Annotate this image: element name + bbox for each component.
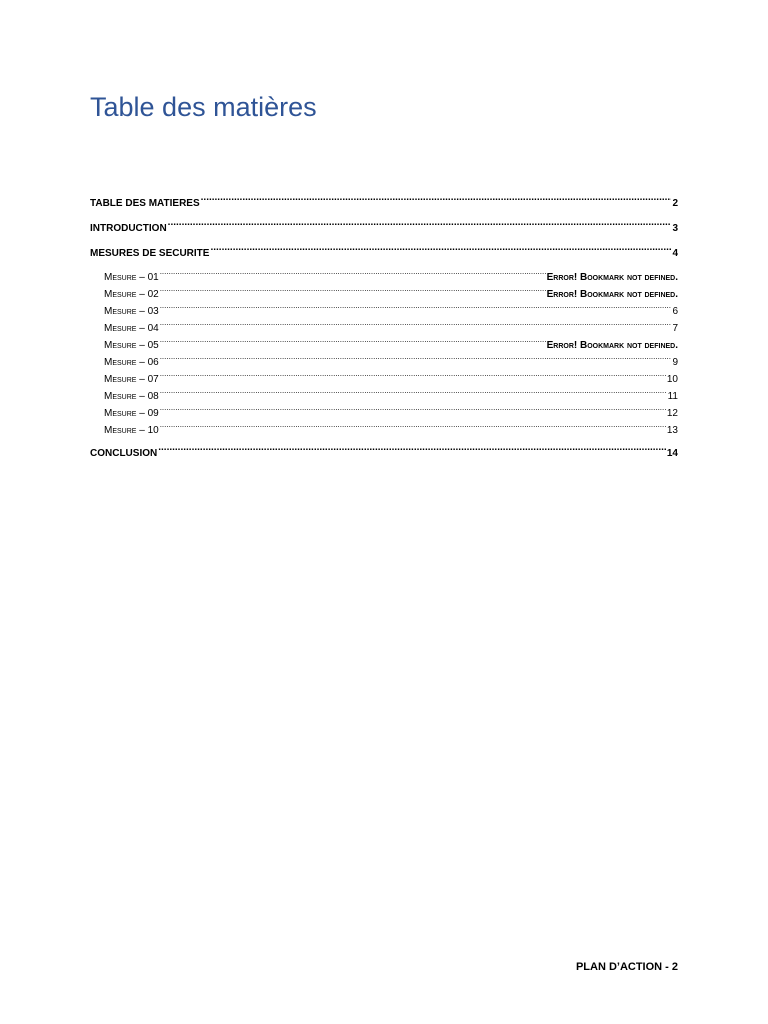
toc-subentry-mesure-05[interactable]: [90, 331, 678, 348]
toc-page-number: 11: [667, 391, 678, 399]
toc-page-number: 4: [672, 248, 678, 256]
toc-page-number: 3: [672, 223, 678, 231]
toc-dot-leader: [160, 263, 546, 280]
toc-subentry-label: Mesure – 05: [104, 340, 159, 348]
toc-bookmark-error: Error! Bookmark not defined.: [546, 289, 678, 297]
toc-dot-leader: [201, 190, 672, 206]
toc-bookmark-error: Error! Bookmark not defined.: [546, 272, 678, 280]
toc-dot-leader: [160, 399, 666, 416]
toc-page-number: 10: [666, 374, 678, 382]
toc-dot-leader: [160, 280, 546, 297]
toc-dot-leader: [160, 331, 546, 348]
toc-subentry-mesure-04[interactable]: [90, 314, 678, 331]
toc-subentry-label: Mesure – 02: [104, 289, 159, 297]
toc-dot-leader: [168, 215, 672, 231]
toc-entry-mesures-de-securite[interactable]: [90, 240, 678, 256]
toc-page-number: 6: [672, 306, 678, 314]
toc-entry-label: TABLE DES MATIERES: [90, 198, 200, 206]
toc-entry-introduction[interactable]: [90, 215, 678, 231]
toc-page-number: 14: [666, 448, 678, 456]
toc-entry-label: MESURES DE SECURITE: [90, 248, 210, 256]
toc-entry-label: CONCLUSION: [90, 448, 158, 456]
toc-subentry-label: Mesure – 08: [104, 391, 159, 399]
page-footer: PLAN D’ACTION - 2: [575, 961, 678, 973]
toc-page-number: 2: [672, 198, 678, 206]
table-of-contents: [90, 190, 678, 465]
toc-bookmark-error: Error! Bookmark not defined.: [546, 340, 678, 348]
toc-entry-label: INTRODUCTION: [90, 223, 167, 231]
toc-dot-leader: [160, 297, 672, 314]
toc-page-number: 13: [666, 425, 678, 433]
toc-page-number: 7: [672, 323, 678, 331]
toc-subentry-label: Mesure – 03: [104, 306, 159, 314]
toc-page-number: 9: [672, 357, 678, 365]
toc-subentry-mesure-02[interactable]: [90, 280, 678, 297]
toc-dot-leader: [160, 416, 666, 433]
toc-page-number: 12: [666, 408, 678, 416]
toc-subentry-label: Mesure – 06: [104, 357, 159, 365]
toc-subentry-mesure-09[interactable]: [90, 399, 678, 416]
toc-subentry-label: Mesure – 01: [104, 272, 159, 280]
toc-dot-leader: [160, 365, 666, 382]
toc-entry-conclusion[interactable]: [90, 440, 678, 456]
toc-dot-leader: [160, 314, 672, 331]
toc-subentry-mesure-07[interactable]: [90, 365, 678, 382]
toc-dot-leader: [210, 240, 671, 256]
toc-subentry-mesure-06[interactable]: [90, 348, 678, 365]
toc-subentry-mesure-08[interactable]: [90, 382, 678, 399]
toc-dot-leader: [160, 348, 672, 365]
toc-subentry-label: Mesure – 10: [104, 425, 159, 433]
toc-subentry-label: Mesure – 09: [104, 408, 159, 416]
toc-dot-leader: [160, 382, 667, 399]
toc-entry-table-des-matieres[interactable]: [90, 190, 678, 206]
toc-subentry-mesure-01[interactable]: [90, 263, 678, 280]
toc-subentry-label: Mesure – 04: [104, 323, 159, 331]
toc-subentry-mesure-03[interactable]: [90, 297, 678, 314]
toc-dot-leader: [158, 440, 666, 456]
page-title: Table des matières: [90, 92, 317, 122]
toc-subentry-mesure-10[interactable]: [90, 416, 678, 433]
toc-subentry-label: Mesure – 07: [104, 374, 159, 382]
